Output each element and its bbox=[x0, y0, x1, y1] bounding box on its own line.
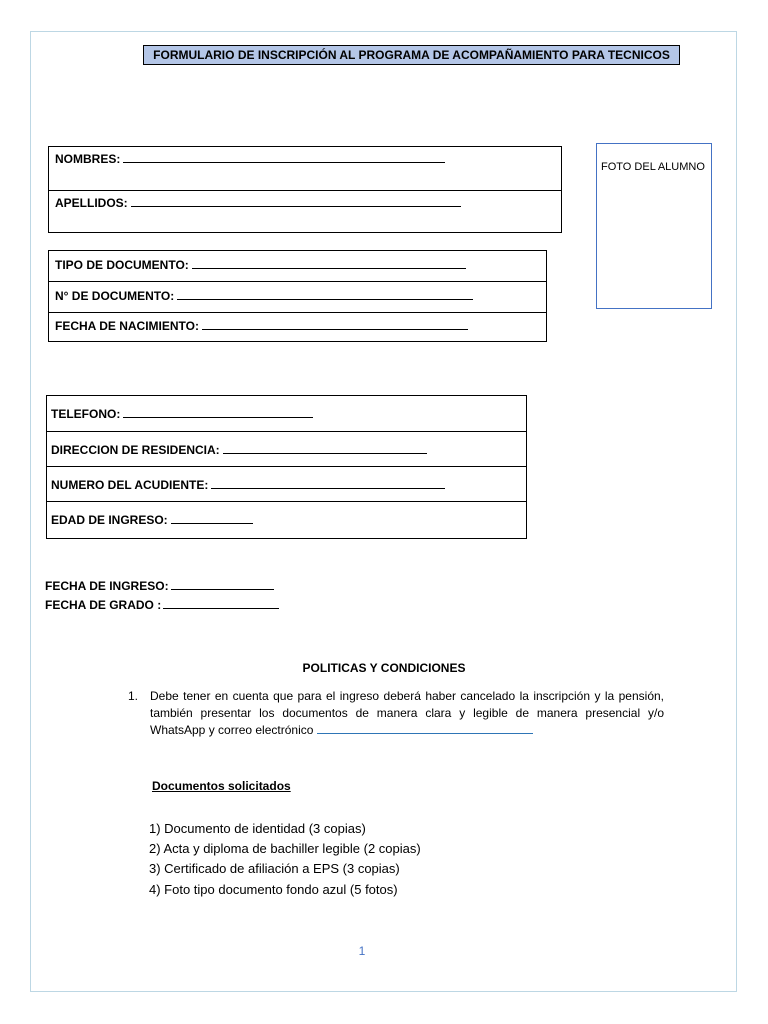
contact-box bbox=[46, 395, 527, 539]
policy-text: Debe tener en cuenta que para el ingreso deberá haber cancelado la inscripción y la pensión, también presentar los documentos de manera clara y legible de manera presencial y/o WhatsApp y correo electrónico bbox=[150, 689, 664, 737]
direccion-field[interactable] bbox=[47, 432, 526, 467]
policy-number: 1. bbox=[128, 689, 139, 703]
policy-text-block bbox=[150, 688, 664, 739]
document-item: 4) Foto tipo documento fondo azul (5 fotos) bbox=[149, 882, 398, 897]
direccion-label: DIRECCION DE RESIDENCIA: bbox=[51, 443, 220, 457]
document-item: 3) Certificado de afiliación a EPS (3 copias) bbox=[149, 861, 400, 876]
document-box bbox=[48, 250, 547, 342]
fecha-ingreso-field[interactable] bbox=[45, 578, 274, 593]
photo-label: FOTO DEL ALUMNO bbox=[601, 161, 705, 173]
tipo-documento-field[interactable] bbox=[49, 251, 546, 282]
document-item: 1) Documento de identidad (3 copias) bbox=[149, 821, 366, 836]
fecha-ingreso-label: FECHA DE INGRESO: bbox=[45, 579, 169, 593]
tipo-documento-label: TIPO DE DOCUMENTO: bbox=[55, 258, 189, 272]
edad-ingreso-label: EDAD DE INGRESO: bbox=[51, 513, 168, 527]
fecha-grado-label: FECHA DE GRADO : bbox=[45, 598, 162, 612]
apellidos-label: APELLIDOS: bbox=[55, 196, 128, 210]
student-photo-box bbox=[596, 143, 712, 309]
acudiente-field[interactable] bbox=[47, 467, 526, 502]
names-box bbox=[48, 146, 562, 233]
telefono-label: TELEFONO: bbox=[51, 407, 121, 421]
numero-documento-field[interactable] bbox=[49, 282, 546, 313]
form-title: FORMULARIO DE INSCRIPCIÓN AL PROGRAMA DE ACOMPAÑAMIENTO PARA TECNICOS bbox=[143, 45, 680, 65]
page-number: 1 bbox=[358, 944, 366, 958]
email-blank-line bbox=[317, 723, 533, 734]
apellidos-field[interactable] bbox=[49, 191, 561, 233]
fecha-grado-field[interactable] bbox=[45, 597, 279, 612]
nombres-field[interactable] bbox=[49, 147, 561, 191]
edad-ingreso-field[interactable] bbox=[47, 502, 526, 538]
telefono-field[interactable] bbox=[47, 396, 526, 432]
document-item: 2) Acta y diploma de bachiller legible (2 copias) bbox=[149, 841, 421, 856]
nombres-label: NOMBRES: bbox=[55, 152, 121, 166]
fecha-nacimiento-field[interactable] bbox=[49, 313, 546, 342]
numero-documento-label: N° DE DOCUMENTO: bbox=[55, 289, 175, 303]
acudiente-label: NUMERO DEL ACUDIENTE: bbox=[51, 478, 209, 492]
policies-title: POLITICAS Y CONDICIONES bbox=[302, 661, 466, 675]
fecha-nacimiento-label: FECHA DE NACIMIENTO: bbox=[55, 319, 199, 333]
documents-title: Documentos solicitados bbox=[152, 779, 291, 793]
